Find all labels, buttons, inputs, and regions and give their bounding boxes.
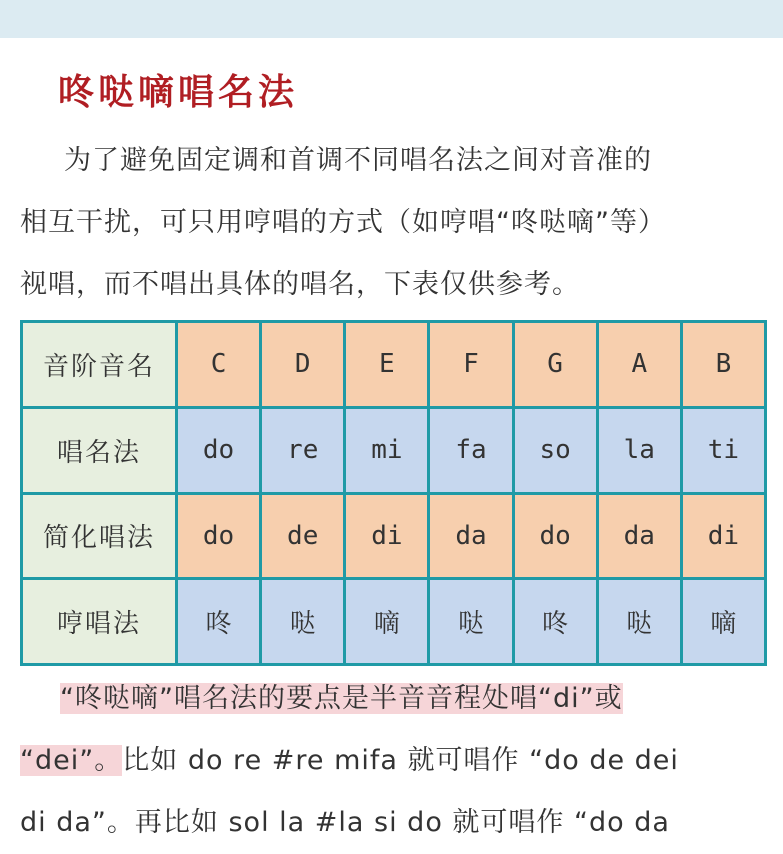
row-header: 简化唱法 — [22, 493, 177, 579]
highlight-line-2: “dei”。 — [20, 745, 123, 776]
table-row-solfege — [22, 407, 766, 493]
table-cell: G — [513, 322, 597, 408]
table-cell: mi — [345, 407, 429, 493]
intro-line-1: 为了避免固定调和首调不同唱名法之间对音准的 — [64, 145, 652, 176]
table-cell: 哒 — [429, 579, 513, 665]
table-cell: 咚 — [177, 579, 261, 665]
row-header: 哼唱法 — [22, 579, 177, 665]
table-cell: de — [261, 493, 345, 579]
row-header: 音阶音名 — [22, 322, 177, 408]
table-cell: F — [429, 322, 513, 408]
table-cell: 咚 — [513, 579, 597, 665]
table-cell: D — [261, 322, 345, 408]
table-row-humming — [22, 579, 766, 665]
table-cell: di — [681, 493, 765, 579]
table-cell: E — [345, 322, 429, 408]
table-cell: do — [177, 493, 261, 579]
table-cell: 哒 — [597, 579, 681, 665]
section-title: 咚哒嘀唱名法 — [58, 71, 299, 113]
intro-line-2: 相互干扰，可只用哼唱的方式（如哼唱“咚哒嘀”等） — [20, 207, 666, 238]
table-cell: re — [261, 407, 345, 493]
table-cell: do — [177, 407, 261, 493]
highlight-line-1: “咚哒嘀”唱名法的要点是半音音程处唱“di”或 — [60, 683, 623, 714]
body-line-2-rest: 比如 do re #re mifa 就可唱作 “do de dei — [122, 745, 679, 776]
table-cell: da — [429, 493, 513, 579]
table-cell: da — [597, 493, 681, 579]
row-header: 唱名法 — [22, 407, 177, 493]
table-cell: so — [513, 407, 597, 493]
table-row-pitch-names — [22, 322, 766, 408]
table-cell: B — [681, 322, 765, 408]
table-cell: 嘀 — [681, 579, 765, 665]
intro-line-3: 视唱，而不唱出具体的唱名，下表仅供参考。 — [20, 269, 580, 300]
table-cell: C — [177, 322, 261, 408]
table-cell: do — [513, 493, 597, 579]
table-cell: la — [597, 407, 681, 493]
table-row-simplified — [22, 493, 766, 579]
table-cell: di — [345, 493, 429, 579]
body-paragraph — [20, 668, 770, 854]
body-line-3: di da”。再比如 sol la #la si do 就可唱作 “do da — [20, 807, 670, 838]
top-band — [0, 0, 783, 38]
table-cell: A — [597, 322, 681, 408]
table-cell: ti — [681, 407, 765, 493]
table-cell: fa — [429, 407, 513, 493]
solfege-table — [20, 320, 767, 666]
intro-paragraph — [20, 130, 770, 316]
table-cell: 哒 — [261, 579, 345, 665]
table-cell: 嘀 — [345, 579, 429, 665]
